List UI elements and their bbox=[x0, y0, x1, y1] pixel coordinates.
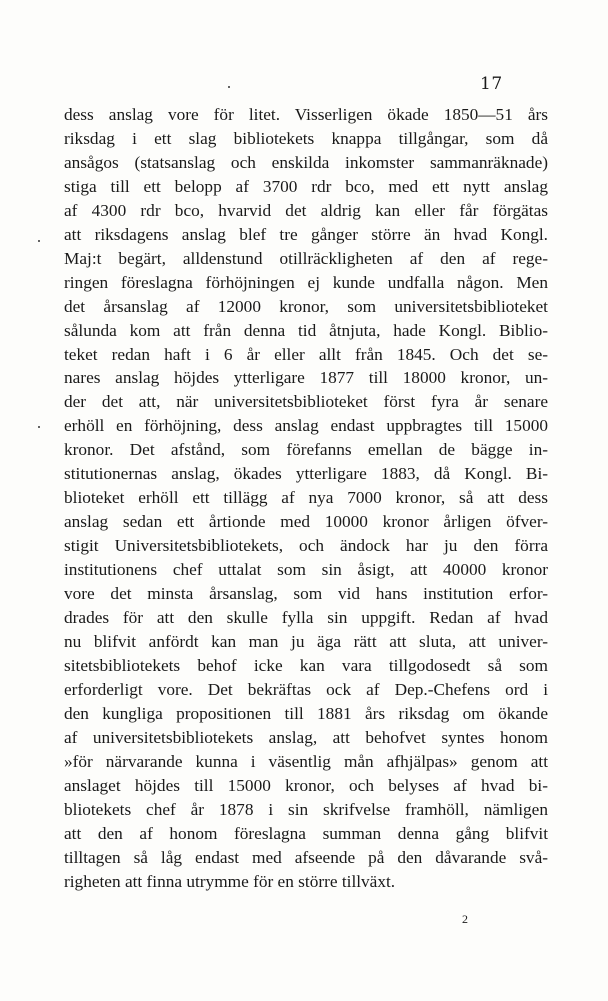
text-line: att den af honom föreslagna summan denna gång blifvit bbox=[64, 823, 548, 843]
text-line: ringen föreslagna förhöjningen ej kunde undfalla någon. Men bbox=[64, 272, 548, 292]
text-line: institutionens chef uttalat som sin åsigt, att 40000 kronor bbox=[64, 560, 548, 580]
text-line: stiga till ett belopp af 3700 rdr bco, med ett nytt anslag bbox=[64, 176, 548, 196]
text-line: tilltagen så låg endast med afseende på den dåvarande svå- bbox=[64, 847, 548, 867]
text-line: ansågos (statsanslag och enskilda inkomster sammanräknade) bbox=[64, 152, 548, 172]
text-line: dess anslag vore för litet. Visserligen ökade 1850—51 års bbox=[64, 105, 548, 124]
text-line: anslaget höjdes till 15000 kronor, och belyses af hvad bi- bbox=[64, 775, 548, 795]
text-line: sålunda kom att från denna tid åtnjuta, hade Kongl. Biblio- bbox=[64, 320, 548, 340]
text-line: nu blifvit anfördt kan man ju äga rätt att sluta, att univer- bbox=[64, 631, 548, 651]
text-line: sitetsbibliotekets behof icke kan vara tillgodosedt så som bbox=[64, 655, 548, 675]
text-line: teket redan haft i 6 år eller allt från 1845. Och det se- bbox=[64, 344, 548, 364]
signature-mark: 2 bbox=[462, 912, 468, 926]
text-line: »för närvarande kunna i väsentlig mån afhjälpas» genom att bbox=[64, 751, 548, 771]
text-line: riksdag i ett slag bibliotekets knappa tillgångar, som då bbox=[64, 128, 548, 148]
text-line: drades för att den skulle fylla sin uppgift. Redan af hvad bbox=[64, 608, 548, 628]
text-line: af universitetsbibliotekets anslag, att behofvet syntes honom bbox=[64, 727, 548, 747]
text-line: bliotekets chef år 1878 i sin skrifvelse framhöll, nämligen bbox=[64, 799, 548, 819]
text-line: anslag sedan ett årtionde med 10000 kronor årligen öfver- bbox=[64, 512, 548, 532]
text-line: erhöll en förhöjning, dess anslag endast uppbragtes till 15000 bbox=[64, 416, 548, 436]
print-speck bbox=[38, 240, 40, 242]
text-line: der det att, när universitetsbiblioteket först fyra år senare bbox=[64, 392, 548, 412]
text-line: vore det minsta årsanslag, som vid hans institution erfor- bbox=[64, 584, 548, 604]
text-line: Maj:t begärt, alldenstund otillräckligheten af den af rege- bbox=[64, 248, 548, 268]
text-line: att riksdagens anslag blef tre gånger större än hvad Kongl. bbox=[64, 224, 548, 244]
text-line: blioteket erhöll ett tillägg af nya 7000 kronor, så att dess bbox=[64, 488, 548, 508]
text-line: righeten att finna utrymme för en större tillväxt. bbox=[64, 871, 396, 891]
body-text bbox=[64, 103, 548, 893]
page-number: 17 bbox=[480, 74, 503, 94]
text-line: kronor. Det afstånd, som förefanns emellan de bägge in- bbox=[64, 440, 548, 460]
text-line: den kungliga propositionen till 1881 års riksdag om ökande bbox=[64, 703, 548, 723]
text-line: stitutionernas anslag, ökades ytterligare 1883, då Kongl. Bi- bbox=[64, 464, 548, 484]
text-line: det årsanslag af 12000 kronor, som universitetsbiblioteket bbox=[64, 296, 548, 316]
print-speck bbox=[38, 426, 40, 428]
text-line: erforderligt vore. Det bekräftas ock af Dep.-Chefens ord i bbox=[64, 679, 548, 699]
print-speck bbox=[228, 86, 230, 88]
text-line: af 4300 rdr bco, hvarvid det aldrig kan eller får förgätas bbox=[64, 200, 548, 220]
text-line: nares anslag höjdes ytterligare 1877 till 18000 kronor, un- bbox=[64, 368, 548, 388]
text-line: stigit Universitetsbibliotekets, och ändock har ju den förra bbox=[64, 536, 548, 556]
